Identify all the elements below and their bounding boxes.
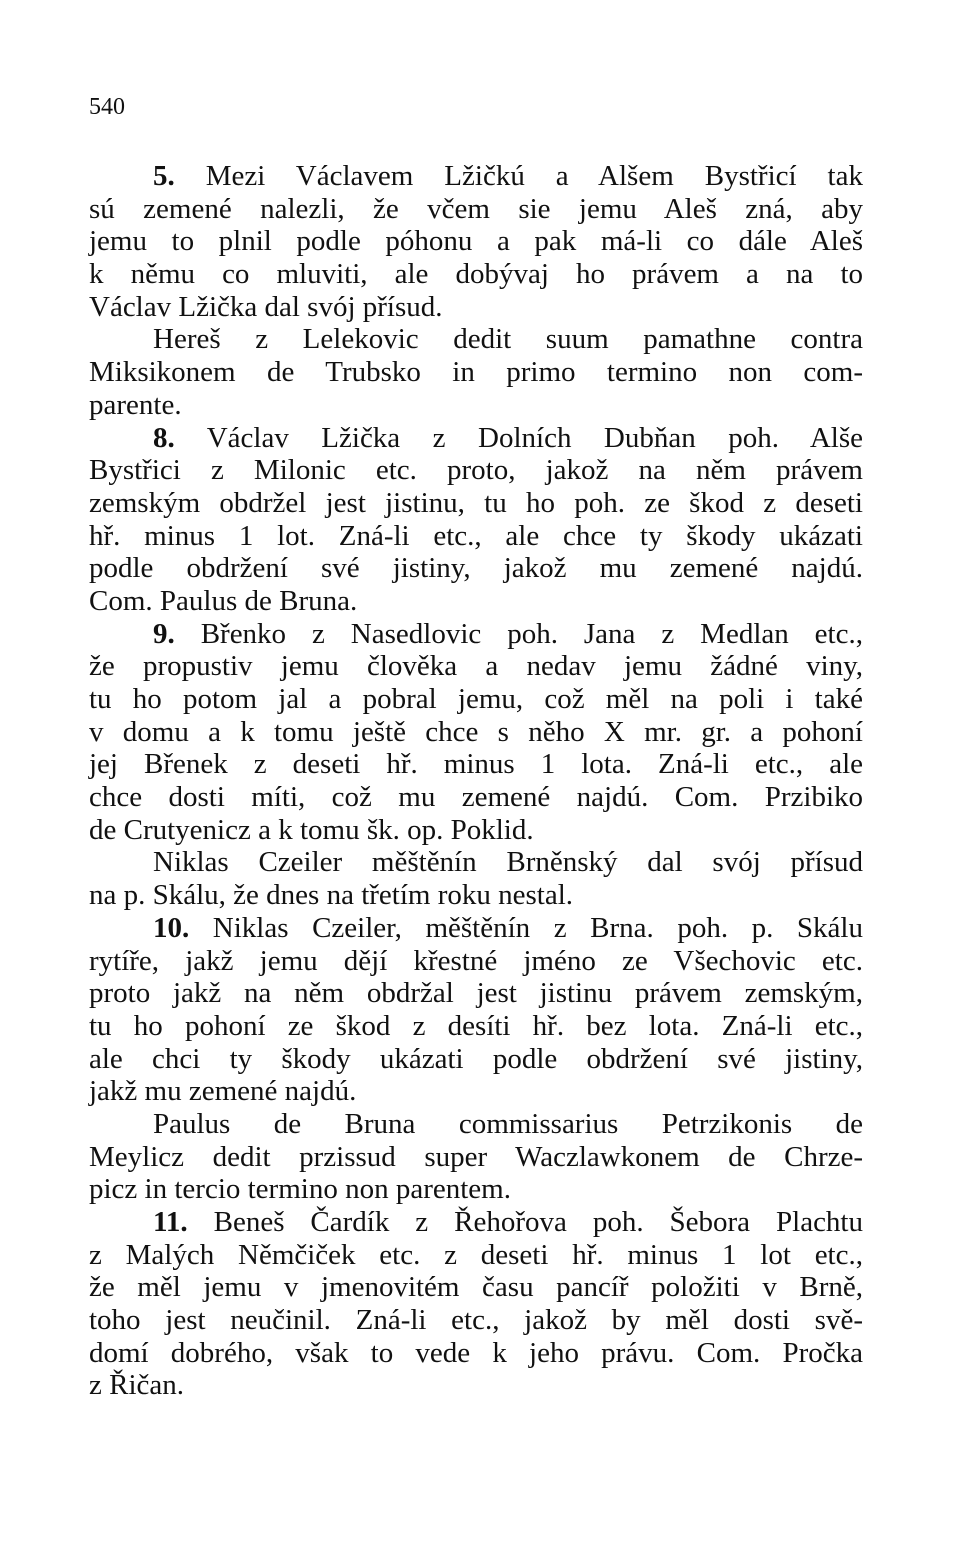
- text-line: [89, 193, 863, 226]
- text-line: [89, 1075, 863, 1108]
- line-text: k němu co mluviti, ale dobývaj ho právem a na to: [89, 258, 863, 291]
- line-text: Niklas Czeiler měštěnín Brněnský dal svój přísud: [153, 846, 863, 879]
- text-line: [89, 1304, 863, 1337]
- text-line: [89, 291, 863, 324]
- text-line: [89, 912, 863, 945]
- line-text: zemským obdržel jest jistinu, tu ho poh. ze škod z deseti: [89, 486, 863, 519]
- line-text: Com. Paulus de Bruna.: [89, 584, 358, 617]
- text-line: [89, 552, 863, 585]
- entry-number: 11.: [153, 1206, 188, 1238]
- line-text: toho jest neučinil. Zná-li etc., jakož by měl dosti svě-: [89, 1304, 863, 1337]
- line-text: podle obdržení své jistiny, jakož mu zemené najdú.: [89, 552, 863, 585]
- text-line: [89, 585, 863, 618]
- line-text: Meylicz dedit przissud super Waczlawkonem de Chrze-: [89, 1140, 863, 1173]
- text-line: [89, 160, 863, 193]
- line-text: jakž mu zemené najdú.: [89, 1075, 357, 1108]
- line-text: Mezi Václavem Lžičkú a Alšem Bystřicí tak: [174, 160, 863, 192]
- line-text: tu ho pohoní ze škod z desíti hř. bez lota. Zná-li etc.,: [89, 1009, 863, 1042]
- line-text: z Řičan.: [89, 1369, 185, 1402]
- line-text: v domu a k tomu ještě chce s něho X mr. gr. a pohoní: [89, 715, 863, 748]
- line-text: Hereš z Lelekovic dedit suum pamathne contra: [153, 323, 863, 356]
- line-text: chce dosti míti, což mu zemené najdú. Com. Przibiko: [89, 781, 863, 814]
- line-text: tu ho potom jal a pobral jemu, což měl na poli i také: [89, 683, 863, 715]
- text-line: [89, 1271, 863, 1304]
- line-text: picz in tercio termino non parentem.: [89, 1173, 511, 1206]
- line-text: parente.: [89, 388, 182, 421]
- text-line: [89, 945, 863, 978]
- entry-number: 9.: [153, 617, 175, 650]
- line-text: domí dobrého, však to vede k jeho právu. Com. Pročka: [89, 1336, 863, 1369]
- line-text: de Crutyenicz a k tomu šk. op. Poklid.: [89, 813, 534, 846]
- entry-number: 10.: [153, 911, 190, 944]
- line-text: jej Břenek z deseti hř. minus 1 lota. Zná-li etc., ale: [89, 748, 863, 781]
- text-line: [89, 977, 863, 1010]
- text-body: [89, 160, 863, 1402]
- text-line: [89, 1337, 863, 1370]
- line-text: že měl jemu v jmenovitém času pancíř položiti v Brně,: [89, 1271, 863, 1304]
- line-text: ale chci ty škody ukázati podle obdržení své jistiny,: [89, 1042, 863, 1075]
- line-text: že propustiv jemu člověka a nedav jemu žádné viny,: [89, 650, 863, 683]
- text-line: [89, 683, 863, 716]
- text-line: [89, 323, 863, 356]
- text-line: [89, 1010, 863, 1043]
- text-line: [89, 846, 863, 879]
- line-text: hř. minus 1 lot. Zná-li etc., ale chce ty škody ukázati: [89, 519, 863, 552]
- line-text: Miksikonem de Trubsko in primo termino non com-: [89, 356, 863, 389]
- text-line: [89, 1108, 863, 1141]
- text-line: [89, 650, 863, 683]
- text-line: [89, 1141, 863, 1174]
- line-text: Paulus de Bruna commissarius Petrzikonis de: [153, 1107, 863, 1140]
- text-line: [89, 1206, 863, 1239]
- text-line: [89, 389, 863, 422]
- text-line: [89, 356, 863, 389]
- text-line: [89, 422, 863, 455]
- line-text: Václav Lžička z Dolních Dubňan poh. Alše: [174, 421, 863, 454]
- text-line: [89, 781, 863, 814]
- text-line: [89, 487, 863, 520]
- text-line: [89, 454, 863, 487]
- text-line: [89, 716, 863, 749]
- line-text: Václav Lžička dal svój přísud.: [89, 290, 443, 323]
- text-line: [89, 879, 863, 912]
- line-text: Niklas Czeiler, měštěnín z Brna. poh. p. Skálu: [189, 911, 863, 944]
- entry-number: 5.: [153, 160, 175, 192]
- line-text: Beneš Čardík z Řehořova poh. Šebora Plachtu: [187, 1206, 863, 1238]
- text-line: [89, 1239, 863, 1272]
- text-line: [89, 225, 863, 258]
- text-line: [89, 618, 863, 651]
- line-text: z Malých Němčiček etc. z deseti hř. minus 1 lot etc.,: [89, 1238, 863, 1271]
- line-text: Bystřici z Milonic etc. proto, jakož na něm právem: [89, 454, 863, 487]
- line-text: rytíře, jakž jemu dějí křestné jméno ze Všechovic etc.: [89, 944, 863, 977]
- text-line: [89, 520, 863, 553]
- text-line: [89, 1369, 863, 1402]
- line-text: na p. Skálu, že dnes na třetím roku nestal.: [89, 879, 574, 912]
- page-number: 540: [89, 94, 125, 120]
- text-line: [89, 1043, 863, 1076]
- text-line: [89, 258, 863, 291]
- line-text: Břenko z Nasedlovic poh. Jana z Medlan etc.,: [174, 617, 863, 650]
- text-line: [89, 748, 863, 781]
- line-text: proto jakž na něm obdržal jest jistinu právem zemským,: [89, 977, 863, 1010]
- entry-number: 8.: [153, 421, 175, 454]
- line-text: jemu to plnil podle póhonu a pak má-li co dále Aleš: [89, 225, 863, 258]
- text-line: [89, 1173, 863, 1206]
- line-text: sú zemené nalezli, že včem sie jemu Aleš zná, aby: [89, 192, 863, 225]
- text-line: [89, 814, 863, 847]
